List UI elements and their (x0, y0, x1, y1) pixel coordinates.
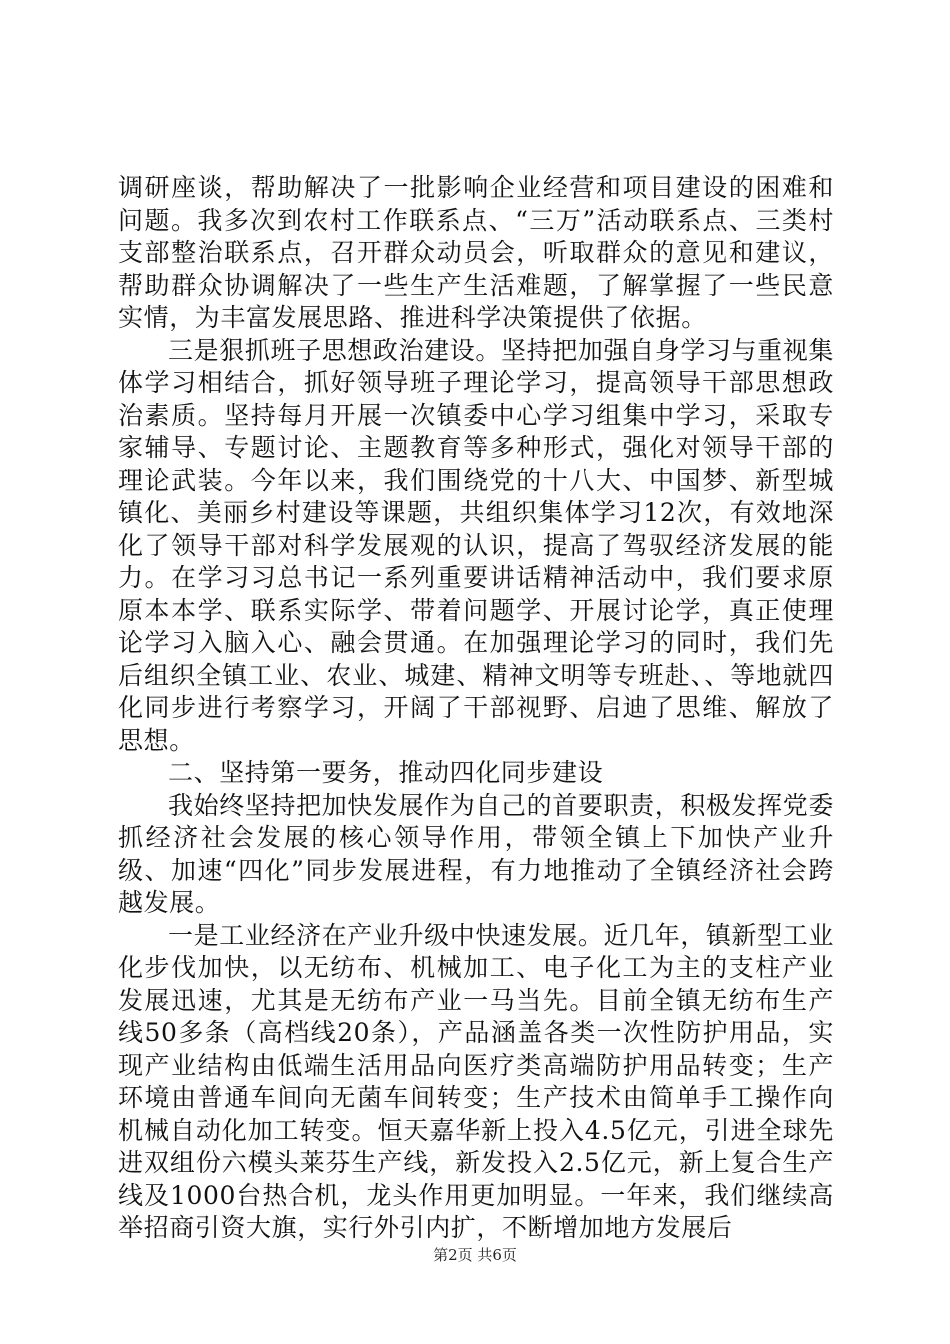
document-body (118, 172, 834, 1245)
section-heading-four-modernizations: 二、坚持第一要务，推动四化同步建设 (168, 758, 604, 787)
paragraph-continuation: 调研座谈，帮助解决了一批影响企业经营和项目建设的困难和问题。我多次到农村工作联系点、“三万”活动联系点、三类村支部整治联系点，召开群众动员会，听取群众的意见和建议，帮助群众协调解决了一些生产生活难题，了解掌握了一些民意实情，为丰富发展思路、推进科学决策提供了依据。 (118, 173, 834, 332)
paragraph-industrial-economy: 一是工业经济在产业升级中快速发展。近几年，镇新型工业化步伐加快，以无纺布、机械加工、电子化工为主的支柱产业发展迅速，尤其是无纺布产业一马当先。目前全镇无纺布生产线50多条（高档线20条），产品涵盖各类一次性防护用品，实现产业结构由低端生活用品向医疗类高端防护用品转变；生产环境由普通车间向无菌车间转变；生产技术由简单手工操作向机械自动化加工转变。恒天嘉华新上投入4.5亿元，引进全球先进双组份六模头莱芬生产线，新发投入2.5亿元，新上复合生产线及1000台热合机，龙头作用更加明显。一年来，我们继续高举招商引资大旗，实行外引内扩，不断增加地方发展后 (118, 920, 834, 1242)
paragraph-political-construction: 三是狠抓班子思想政治建设。坚持把加强自身学习与重视集体学习相结合，抓好领导班子理论学习，提高领导干部思想政治素质。坚持每月开展一次镇委中心学习组集中学习，采取专家辅导、专题讨论、主题教育等多种形式，强化对领导干部的理论武装。今年以来，我们围绕党的十八大、中国梦、新型城镇化、美丽乡村建设等课题，共组织集体学习12次，有效地深化了领导干部对科学发展观的认识，提高了驾驭经济发展的能力。在学习习总书记一系列重要讲话精神活动中，我们要求原原本本学、联系实际学、带着问题学、开展讨论学，真正使理论学习入脑入心、融会贯通。在加强理论学习的同时，我们先后组织全镇工业、农业、城建、精神文明等专班赴、、等地就四化同步进行考察学习，开阔了干部视野、启迪了思维、解放了思想。 (118, 335, 834, 755)
paragraph-development-duty: 我始终坚持把加快发展作为自己的首要职责，积极发挥党委抓经济社会发展的核心领导作用，带领全镇上下加快产业升级、加速“四化”同步发展进程，有力地推动了全镇经济社会跨越发展。 (118, 790, 834, 917)
page-number-footer: 第2页 共6页 (433, 1246, 517, 1264)
